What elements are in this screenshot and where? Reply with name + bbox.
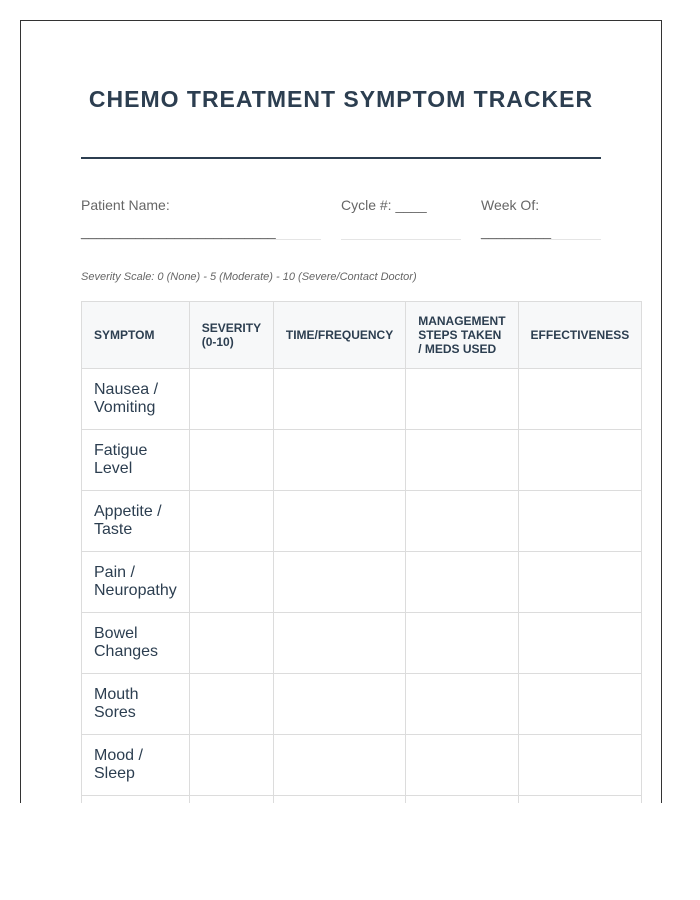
page-title: CHEMO TREATMENT SYMPTOM TRACKER — [88, 86, 594, 112]
entry-cell[interactable] — [406, 735, 518, 796]
symptom-cell: Mouth Sores — [82, 674, 190, 735]
entry-cell[interactable] — [406, 674, 518, 735]
entry-cell[interactable] — [518, 369, 642, 430]
entry-cell[interactable] — [273, 796, 405, 804]
symptom-cell: Appetite / Taste — [82, 491, 190, 552]
entry-cell[interactable] — [406, 552, 518, 613]
entry-cell[interactable] — [189, 735, 273, 796]
entry-cell[interactable] — [406, 430, 518, 491]
entry-cell[interactable] — [189, 796, 273, 804]
entry-cell[interactable] — [189, 674, 273, 735]
symptom-cell — [82, 796, 190, 804]
column-header: TIME/FREQUENCY — [273, 302, 405, 369]
entry-cell[interactable] — [273, 430, 405, 491]
symptom-table — [81, 301, 642, 803]
symptom-cell: Nausea / Vomiting — [82, 369, 190, 430]
column-header: SEVERITY (0-10) — [189, 302, 273, 369]
symptom-cell: Bowel Changes — [82, 613, 190, 674]
table-row — [82, 369, 642, 430]
entry-cell[interactable] — [518, 491, 642, 552]
entry-cell[interactable] — [189, 491, 273, 552]
entry-cell[interactable] — [273, 613, 405, 674]
table-row — [82, 491, 642, 552]
table-row — [82, 735, 642, 796]
table-row — [82, 796, 642, 804]
entry-cell[interactable] — [518, 552, 642, 613]
entry-cell[interactable] — [406, 369, 518, 430]
cycle-label: Cycle #: ____ — [341, 197, 427, 213]
table-row — [82, 552, 642, 613]
entry-cell[interactable] — [518, 430, 642, 491]
week-of-field[interactable] — [481, 195, 601, 240]
column-header: EFFECTIVENESS — [518, 302, 642, 369]
entry-cell[interactable] — [406, 796, 518, 804]
severity-scale-note: Severity Scale: 0 (None) - 5 (Moderate) - 10 (Severe/Contact Doctor) — [81, 271, 417, 283]
entry-cell[interactable] — [406, 613, 518, 674]
table-row — [82, 430, 642, 491]
document-page — [20, 20, 662, 803]
entry-cell[interactable] — [189, 613, 273, 674]
patient-name-label: Patient Name: — [81, 197, 170, 213]
entry-cell[interactable] — [189, 552, 273, 613]
patient-name-field[interactable] — [81, 195, 321, 240]
entry-cell[interactable] — [406, 491, 518, 552]
symptom-cell: Pain / Neuropathy — [82, 552, 190, 613]
week-of-label: Week Of: — [481, 197, 540, 213]
week-of-blank: _________ — [481, 223, 552, 239]
entry-cell[interactable] — [273, 735, 405, 796]
entry-cell[interactable] — [518, 796, 642, 804]
column-header: SYMPTOM — [82, 302, 190, 369]
entry-cell[interactable] — [189, 369, 273, 430]
entry-cell[interactable] — [518, 613, 642, 674]
entry-cell[interactable] — [273, 674, 405, 735]
symptom-cell: Fatigue Level — [82, 430, 190, 491]
entry-cell[interactable] — [273, 552, 405, 613]
patient-name-blank: _________________________ — [81, 223, 276, 239]
entry-cell[interactable] — [518, 674, 642, 735]
entry-cell[interactable] — [273, 369, 405, 430]
table-row — [82, 613, 642, 674]
title-divider — [81, 157, 601, 159]
column-header: MANAGEMENT STEPS TAKEN / MEDS USED — [406, 302, 518, 369]
entry-cell[interactable] — [518, 735, 642, 796]
entry-cell[interactable] — [189, 430, 273, 491]
cycle-field[interactable] — [341, 195, 461, 240]
entry-cell[interactable] — [273, 491, 405, 552]
symptom-cell: Mood / Sleep — [82, 735, 190, 796]
table-row — [82, 674, 642, 735]
